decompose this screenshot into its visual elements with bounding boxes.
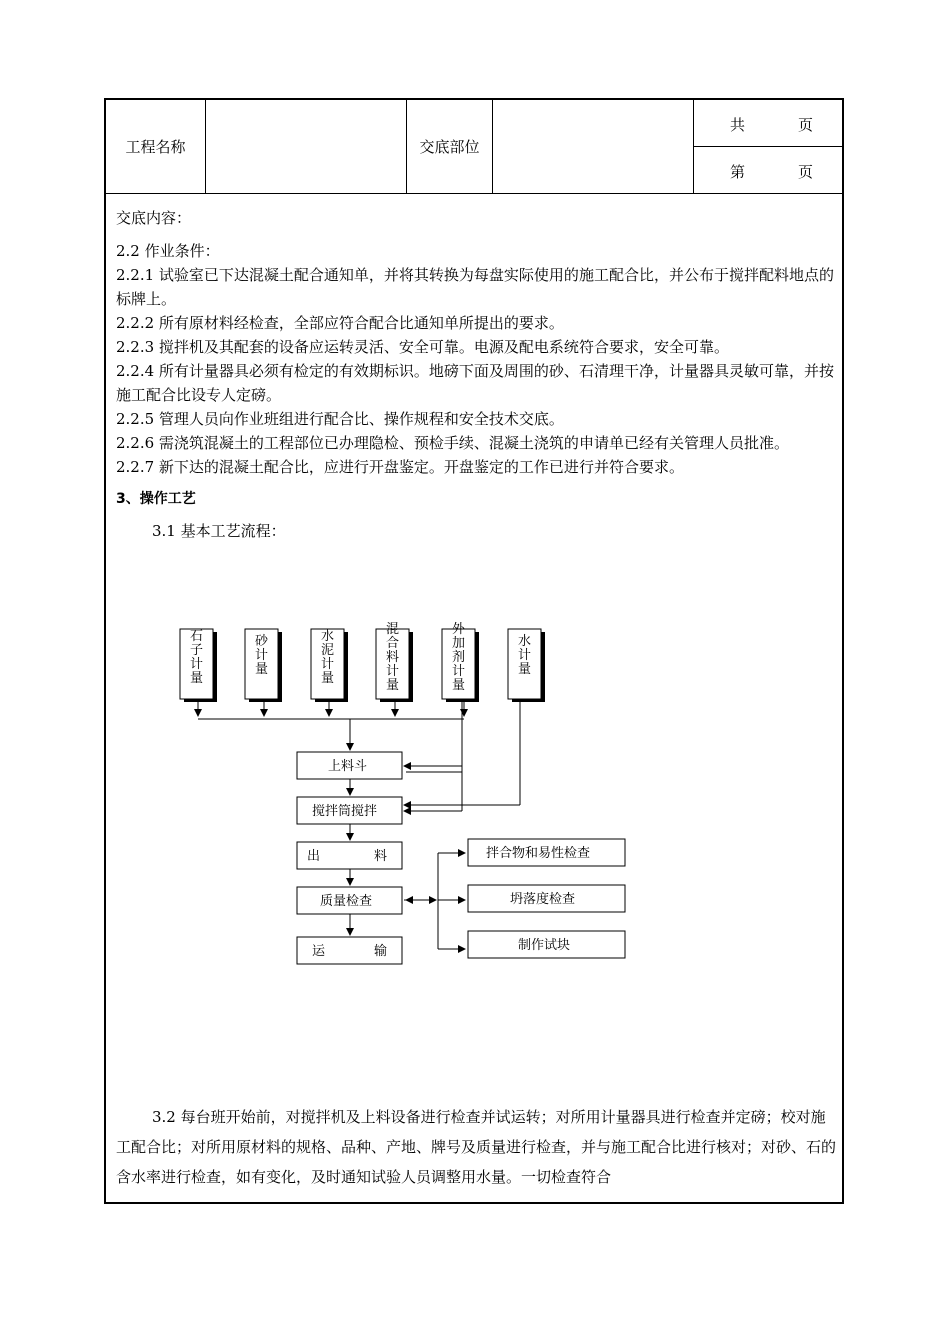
item-2-2-6: 2.2.6 需浇筑混凝土的工程部位已办理隐检、预检手续、混凝土浇筑的申请单已经有关管理人员批准。 [116,434,789,452]
check-workability-label: 拌合物和易性检查 [486,846,591,861]
vertical-char: 计 [190,657,204,672]
check-specimen-label: 制作试块 [518,938,571,953]
vertical-char: 计 [255,648,269,663]
vertical-char: 剂 [452,650,466,665]
item-2-2-2: 2.2.2 所有原材料经检查，全部应符合配合比通知单所提出的要求。 [116,314,564,332]
step-discharge-b: 料 [374,849,388,864]
page-number: 第 页 [730,163,814,181]
item-2-2-3: 2.2.3 搅拌机及其配套的设备应运转灵活、安全可靠。电源及配电系统符合要求，安全可靠。 [116,338,729,356]
vertical-char: 量 [386,678,400,693]
input-label-stone [190,629,203,686]
total-pages: 共 页 [694,100,842,147]
section-3-heading: 3、操作工艺 [116,491,196,507]
intro-label: 交底内容： [116,209,192,227]
input-label-water [518,633,531,677]
vertical-char: 外 [452,622,466,637]
step-transport-a: 运 [312,944,326,959]
vertical-char: 量 [518,662,532,677]
vertical-char: 计 [321,657,335,672]
input-label-sand [255,633,269,677]
vertical-char: 水 [518,634,532,649]
vertical-char: 石 [190,629,204,644]
project-name-label: 工程名称 [106,100,206,193]
vertical-char: 计 [452,664,466,679]
input-label-additive [452,622,466,693]
step-quality-label: 质量检查 [320,894,373,909]
section-3-1: 3.1 基本工艺流程： [152,522,286,540]
item-2-2-7: 2.2.7 新下达的混凝土配合比，应进行开盘鉴定。开盘鉴定的工作已进行并符合要求。 [116,458,684,476]
vertical-char: 子 [190,643,204,658]
vertical-char: 量 [321,671,335,686]
vertical-char: 合 [386,636,400,651]
item-2-2-1: 2.2.1 试验室已下达混凝土配合通知单，并将其转换为每盘实际使用的施工配合比，并公布于搅拌配料地点的标牌上。 [116,266,834,308]
vertical-char: 量 [255,662,269,677]
step-transport-b: 输 [374,944,388,959]
section-3-2 [116,1102,836,1192]
vertical-char: 加 [452,636,466,651]
vertical-char: 砂 [255,634,269,649]
vertical-char: 量 [452,678,466,693]
item-2-2-4: 2.2.4 所有计量器具必须有检定的有效期标识。地磅下面及周围的砂、石清理干净，计量器具灵敏可靠，并按施工配合比设专人定磅。 [116,362,834,404]
vertical-char: 水 [321,629,335,644]
vertical-char: 料 [386,650,400,665]
vertical-char: 计 [518,648,532,663]
input-label-mix [386,622,399,693]
vertical-char: 泥 [321,643,335,658]
check-slump-label: 坍落度检查 [510,892,576,907]
step-hopper-label: 上料斗 [328,759,368,774]
step-discharge-a: 出 [307,849,321,864]
item-2-2-5: 2.2.5 管理人员向作业班组进行配合比、操作规程和安全技术交底。 [116,410,564,428]
vertical-char: 量 [190,671,204,686]
vertical-char: 混 [386,622,400,637]
location-label: 交底部位 [407,100,493,193]
process-flow-diagram [106,100,842,1200]
section-2-2: 2.2 作业条件： [116,242,220,260]
disclosure-form [104,98,844,1204]
step-mixing-label: 搅拌筒搅拌 [312,804,378,819]
input-label-cement [321,628,334,686]
vertical-char: 计 [386,664,400,679]
section-3-2-text: 3.2 每台班开始前，对搅拌机及上料设备进行检查并试运转；对所用计量器具进行检查并定磅；校对施工配合比；对所用原材料的规格、品种、产地、牌号及质量进行检查，并与施工配合比进行核对；对砂、石的含水率进行检查，如有变化，及时通知试验人员调整用水量。一切检查符合 [116,1108,837,1186]
